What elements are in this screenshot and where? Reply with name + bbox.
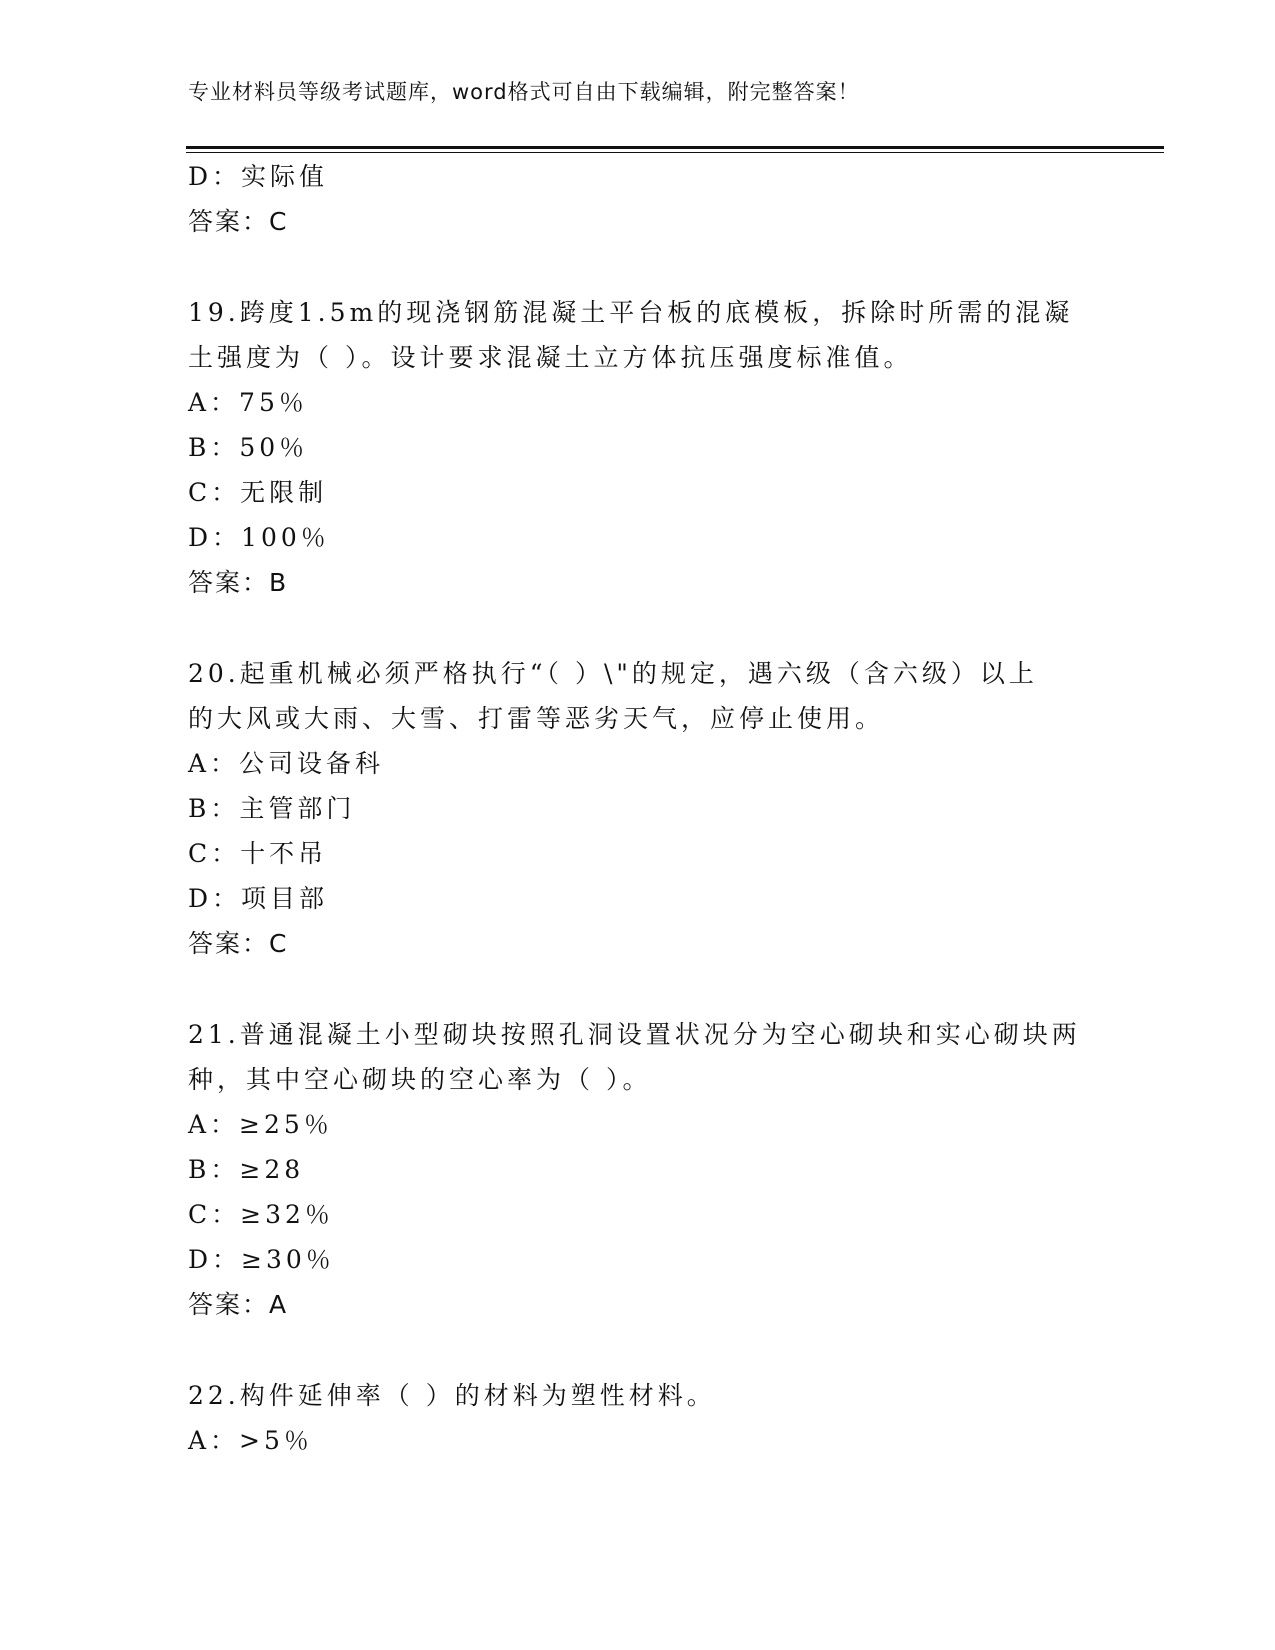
q20-option-b: B：主管部门	[188, 794, 356, 823]
q20-stem-line1: 20.起重机械必须严格执行“（ ）\"的规定，遇六级（含六级）以上	[188, 659, 1038, 688]
q18-answer: 答案：C	[188, 207, 289, 236]
q19-option-a: A：75％	[188, 388, 308, 417]
q21-stem-line1: 21.普通混凝土小型砌块按照孔洞设置状况分为空心砌块和实心砌块两	[188, 1020, 1081, 1049]
q21-option-c: C：≥32％	[188, 1200, 334, 1229]
q18-option-d: D：实际值	[188, 162, 329, 191]
page-header: 专业材料员等级考试题库，word格式可自由下载编辑，附完整答案！	[188, 80, 860, 104]
q22-stem-line1: 22.构件延伸率（ ）的材料为塑性材料。	[188, 1381, 716, 1410]
q19-option-b: B：50％	[188, 433, 309, 462]
header-rule-thin	[186, 152, 1164, 153]
q20-option-c: C：十不吊	[188, 839, 328, 868]
q20-option-d: D：项目部	[188, 884, 329, 913]
q19-stem-line2: 土强度为（ ）。设计要求混凝土立方体抗压强度标准值。	[188, 343, 913, 372]
q21-option-b: B：≥28	[188, 1155, 305, 1184]
q19-stem-line1: 19.跨度1.5m的现浇钢筋混凝土平台板的底模板，拆除时所需的混凝	[188, 298, 1074, 327]
q19-option-d: D：100％	[188, 523, 330, 552]
q21-answer: 答案：A	[188, 1290, 289, 1319]
q21-option-d: D：≥30％	[188, 1245, 335, 1274]
q20-stem-line2: 的大风或大雨、大雪、打雷等恶劣天气，应停止使用。	[188, 704, 885, 733]
q21-option-a: A：≥25％	[188, 1110, 333, 1139]
q19-answer: 答案：B	[188, 568, 289, 597]
q19-option-c: C：无限制	[188, 478, 328, 507]
header-rule-thick	[186, 146, 1164, 149]
q20-answer: 答案：C	[188, 929, 289, 958]
q22-option-a: A：>5％	[188, 1426, 313, 1455]
q21-stem-line2: 种，其中空心砌块的空心率为（ ）。	[188, 1065, 652, 1094]
q20-option-a: A：公司设备科	[188, 749, 385, 778]
